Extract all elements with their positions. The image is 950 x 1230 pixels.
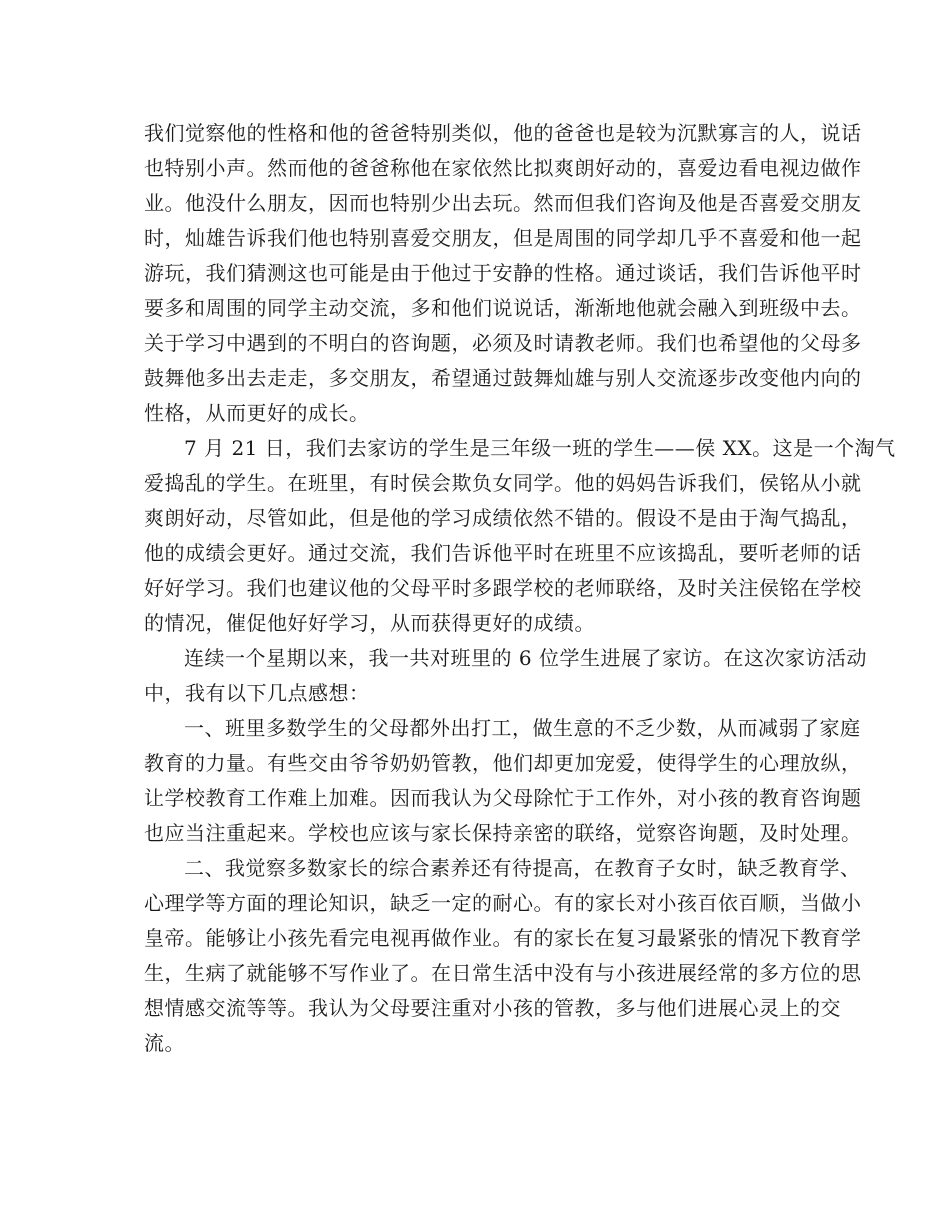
paragraph-4	[144, 711, 862, 851]
text-line: 一、班里多数学生的父母都外出打工，做生意的不乏少数，从而减弱了家庭	[184, 716, 861, 740]
paragraph-1	[144, 116, 862, 431]
text-line: 的情况，催促他好好学习，从而获得更好的成绩。	[144, 611, 595, 635]
text-line: 心理学等方面的理论知识，缺乏一定的耐心。有的家长对小孩百依百顺，当做小	[144, 891, 862, 915]
text-line: 爽朗好动，尽管如此，但是他的学习成绩依然不错的。假设不是由于淘气捣乱，	[144, 506, 862, 530]
text-line: 皇帝。能够让小孩先看完电视再做作业。有的家长在复习最紧张的情况下教育学	[144, 926, 862, 950]
text-line: 也特别小声。然而他的爸爸称他在家依然比拟爽朗好动的，喜爱边看电视边做作	[144, 156, 862, 180]
text-line: 也应当注重起来。学校也应该与家长保持亲密的联络，觉察咨询题，及时处理。	[144, 821, 862, 845]
text-line: 生，生病了就能够不写作业了。在日常生活中没有与小孩进展经常的多方位的思	[144, 961, 862, 985]
text-line: 想情感交流等等。我认为父母要注重对小孩的管教，多与他们进展心灵上的交	[144, 996, 841, 1020]
text-line: 中，我有以下几点感想：	[144, 681, 370, 705]
text-line: 业。他没什么朋友，因而也特别少出去玩。然而但我们咨询及他是否喜爱交朋友	[144, 191, 862, 215]
paragraph-2	[144, 431, 896, 641]
document-body	[144, 116, 896, 1061]
text-line: 二、我觉察多数家长的综合素养还有待提高，在教育子女时，缺乏教育学、	[184, 856, 861, 880]
text-line: 好好学习。我们也建议他的父母平时多跟学校的老师联络，及时关注侯铭在学校	[144, 576, 862, 600]
paragraph-5	[144, 851, 862, 1061]
paragraph-3	[144, 641, 867, 711]
text-line: 让学校教育工作难上加难。因而我认为父母除忙于工作外，对小孩的教育咨询题	[144, 786, 862, 810]
text-line: 我们觉察他的性格和他的爸爸特别类似，他的爸爸也是较为沉默寡言的人，说话	[144, 121, 862, 145]
text-line: 关于学习中遇到的不明白的咨询题，必须及时请教老师。我们也希望他的父母多	[144, 331, 862, 355]
text-line: 他的成绩会更好。通过交流，我们告诉他平时在班里不应该捣乱，要听老师的话	[144, 541, 862, 565]
text-line: 性格，从而更好的成长。	[144, 401, 370, 425]
text-line: 游玩，我们猜测这也可能是由于他过于安静的性格。通过谈话，我们告诉他平时	[144, 261, 862, 285]
text-line: 连续一个星期以来，我一共对班里的 6 位学生进展了家访。在这次家访活动	[184, 646, 867, 670]
text-line: 要多和周围的同学主动交流，多和他们说说话，渐渐地他就会融入到班级中去。	[144, 296, 862, 320]
text-line: 流。	[144, 1031, 185, 1055]
text-line: 爱捣乱的学生。在班里，有时侯会欺负女同学。他的妈妈告诉我们，侯铭从小就	[144, 471, 862, 495]
text-line: 时，灿雄告诉我们他也特别喜爱交朋友，但是周围的同学却几乎不喜爱和他一起	[144, 226, 862, 250]
text-line: 7 月 21 日，我们去家访的学生是三年级一班的学生——侯 XX。这是一个淘气	[184, 436, 896, 460]
text-line: 鼓舞他多出去走走，多交朋友，希望通过鼓舞灿雄与别人交流逐步改变他内向的	[144, 366, 862, 390]
text-line: 教育的力量。有些交由爷爷奶奶管教，他们却更加宠爱，使得学生的心理放纵，	[144, 751, 862, 775]
